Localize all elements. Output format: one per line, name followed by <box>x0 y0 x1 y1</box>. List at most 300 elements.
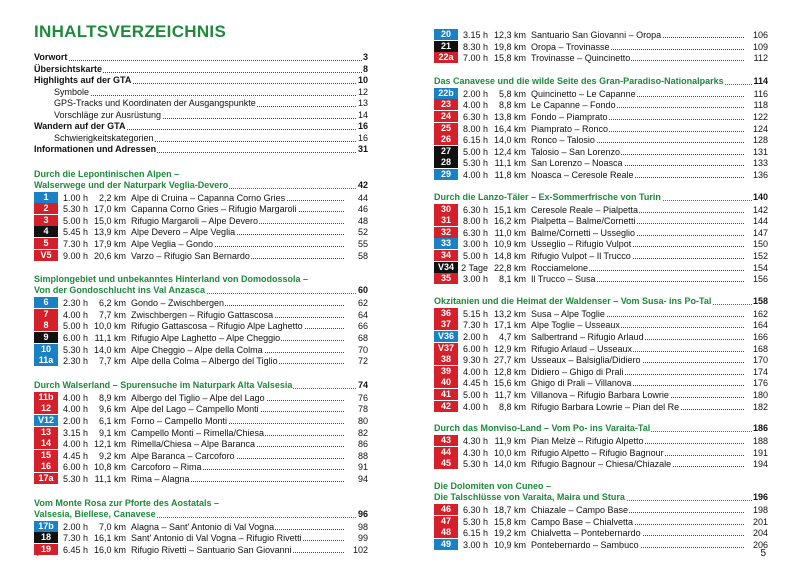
tour-distance: 11,0 km <box>494 227 526 238</box>
section-heading-line <box>34 380 368 391</box>
tour-page: 94 <box>357 473 368 484</box>
tour-route-text: Alpe Toglie – Usseaux <box>531 320 620 331</box>
tour-route <box>131 438 344 450</box>
toc-entry-label: Symbole <box>34 87 90 98</box>
tour-distance: 17,0 km <box>93 204 126 215</box>
tour-duration: 8.00 h <box>462 123 488 134</box>
tour-route-text: San Lorenzo – Noasca <box>531 158 623 169</box>
section-heading-text: Okzitanien und die Heimat der Waldenser – Vom Susa- ins Po-Tal <box>434 295 712 306</box>
tour-page: 116 <box>753 88 768 99</box>
tour-page: 144 <box>752 216 768 227</box>
tour-route <box>531 262 744 274</box>
tour-number-badge: 38 <box>434 354 458 365</box>
toc-entry-page: 12 <box>357 86 368 97</box>
right-page <box>400 0 800 570</box>
tour-route-text: Alpe di Cruina – Capanna Corno Gries <box>131 192 286 203</box>
tour-number-badge: 29 <box>434 169 458 180</box>
tour-row <box>434 516 768 528</box>
tour-number-badge: 10 <box>34 344 58 355</box>
tour-route <box>531 354 744 366</box>
tour-number-badge: 8 <box>34 320 58 331</box>
tour-route <box>131 427 344 439</box>
tour-row <box>434 29 768 41</box>
tour-route-text: Trovinasse – Quincinetto <box>531 53 631 64</box>
tour-duration: 8.30 h <box>462 41 488 52</box>
tour-row <box>434 273 768 285</box>
tour-page: 122 <box>752 112 768 122</box>
tour-duration: 7.30 h <box>62 533 88 544</box>
tour-page: 194 <box>752 459 768 470</box>
tour-distance: 15,1 km <box>493 204 526 215</box>
tour-duration: 4.45 h <box>62 450 88 461</box>
tour-route-text: Pian Melzè – Rifugio Alpetto <box>531 436 644 447</box>
tour-number-badge: 25 <box>434 123 458 134</box>
section-page: 114 <box>753 75 768 86</box>
tour-duration: 5.30 h <box>62 344 88 355</box>
tour-distance: 14,8 km <box>493 251 526 261</box>
tour-page: 72 <box>357 356 368 367</box>
tour-number-badge: 47 <box>434 516 458 527</box>
tour-row <box>434 238 768 250</box>
tour-duration: 5.00 h <box>62 215 88 226</box>
tour-row <box>434 389 768 401</box>
section-page: 96 <box>357 508 368 519</box>
tour-number-badge: 35 <box>434 273 458 284</box>
section-heading-line <box>434 492 768 503</box>
tour-route-text: Pontebernardo – Sambuco <box>531 539 639 550</box>
tour-route-text: Zwischbergen – Rifugio Gattascosa <box>131 309 274 320</box>
tour-duration: 5.00 h <box>462 251 488 261</box>
tour-distance: 2,2 km <box>98 192 126 203</box>
section-heading-line <box>34 285 368 296</box>
tour-row <box>434 527 768 539</box>
tour-duration: 8.00 h <box>462 216 488 227</box>
tour-route <box>531 250 744 262</box>
tour-duration: 6.00 h <box>62 462 88 473</box>
tour-number-badge: 44 <box>434 447 458 458</box>
tour-page: 68 <box>357 332 368 343</box>
tour-duration: 5.30 h <box>62 204 88 215</box>
tour-page: 91 <box>357 462 368 473</box>
tour-distance: 22,8 km <box>493 262 526 273</box>
tour-number-badge: V37 <box>434 343 458 354</box>
tour-distance: 7,0 km <box>98 521 126 532</box>
tour-row <box>34 226 368 238</box>
tour-row <box>34 355 368 367</box>
tour-row <box>434 134 768 146</box>
tour-row <box>434 504 768 516</box>
tour-route <box>531 227 744 239</box>
tour-page: 82 <box>357 427 368 438</box>
tour-row <box>34 192 368 204</box>
tour-distance: 7,7 km <box>98 356 126 367</box>
section-heading-text: Das Canavese und die wilde Seite des Gran-Paradiso-Nationalparks <box>434 75 724 86</box>
tour-page: 162 <box>752 308 768 319</box>
tour-route <box>531 111 744 123</box>
tour-number-badge: 16 <box>34 461 58 472</box>
tour-route <box>531 308 744 320</box>
tour-route <box>531 29 744 41</box>
tour-row <box>434 262 768 274</box>
tour-row <box>434 215 768 227</box>
tour-page: 180 <box>752 390 768 400</box>
tour-duration: 6.15 h <box>462 528 488 539</box>
tour-distance: 8,8 km <box>498 401 526 412</box>
tour-number-badge: 4 <box>34 226 58 237</box>
tour-route <box>131 309 344 321</box>
tour-route-text: Ghigo di Prali – Villanova <box>531 378 632 389</box>
tour-page: 206 <box>752 539 768 550</box>
tour-row <box>34 403 368 415</box>
tour-route <box>531 331 744 343</box>
section-heading-text: Durch Walserland – Spurensuche im Naturpark Alta Valsesia <box>34 379 293 390</box>
section-heading-line <box>434 296 768 307</box>
tour-route-text: Rimella/Chiesa – Alpe Baranca <box>131 439 256 450</box>
tour-duration: 4.45 h <box>462 378 488 389</box>
section-heading-line <box>434 481 768 492</box>
toc-entry-page: 16 <box>357 132 368 143</box>
tour-row <box>434 447 768 459</box>
tour-duration: 5.45 h <box>62 227 88 238</box>
tour-distance: 7,7 km <box>98 309 126 320</box>
tour-distance: 16,4 km <box>493 123 526 134</box>
tour-page: 102 <box>352 544 368 555</box>
tour-number-badge: 1 <box>34 192 58 203</box>
toc-entry-label: Highlights auf der GTA <box>34 75 132 85</box>
tour-row <box>34 532 368 544</box>
tour-duration: 4.00 h <box>462 366 488 377</box>
tour-duration: 4.00 h <box>462 170 488 180</box>
tour-row <box>434 227 768 239</box>
section-heading-line <box>34 169 368 180</box>
tour-distance: 13,2 km <box>493 308 526 319</box>
tour-duration: 3.00 h <box>462 274 488 285</box>
tour-distance: 16,0 km <box>93 544 126 555</box>
tour-duration: 4.00 h <box>62 404 88 415</box>
tour-page: 44 <box>357 192 368 203</box>
tour-number-badge: 20 <box>434 29 458 40</box>
toc-entry <box>34 121 368 132</box>
tour-distance: 13,9 km <box>93 227 126 238</box>
tour-duration: 5.00 h <box>62 321 88 332</box>
tour-duration: 4.30 h <box>462 447 488 458</box>
tour-duration: 6.30 h <box>462 227 488 238</box>
tour-page: 58 <box>357 250 368 261</box>
section-heading-line <box>34 180 368 191</box>
tour-duration: 4.00 h <box>62 309 88 320</box>
tour-number-badge: 43 <box>434 435 458 446</box>
tour-duration: 7.30 h <box>462 320 488 331</box>
tour-row <box>34 297 368 309</box>
tour-number-badge: 13 <box>34 427 58 438</box>
tour-distance: 5,8 km <box>498 88 526 99</box>
tour-page: 182 <box>752 401 768 412</box>
tour-page: 70 <box>357 344 368 355</box>
tour-route <box>131 320 344 332</box>
toc-entry-label: Vorschläge zur Ausrüstung <box>34 110 162 121</box>
tour-route-text: Villanova – Rifugio Barbara Lowrie <box>531 390 669 400</box>
tour-page: 46 <box>357 204 368 215</box>
tour-page: 164 <box>752 320 768 331</box>
tour-duration: 2.00 h <box>62 521 88 532</box>
tour-number-badge: 17b <box>34 521 58 532</box>
tour-page: 76 <box>357 392 368 403</box>
tour-route-text: Chialvetta – Pontebernardo <box>531 528 641 539</box>
tour-route <box>531 88 744 100</box>
tour-row <box>34 344 368 356</box>
tour-distance: 11,1 km <box>94 332 126 343</box>
tour-number-badge: 40 <box>434 377 458 388</box>
tour-route <box>131 203 344 215</box>
tour-duration: 4.00 h <box>62 392 88 403</box>
page-number-right: 5 <box>760 548 766 559</box>
tour-distance: 6,1 km <box>98 415 126 426</box>
toc-entry-page: 16 <box>357 121 368 131</box>
tour-route <box>131 403 344 415</box>
tour-duration: 4.00 h <box>462 100 488 111</box>
tour-number-badge: V12 <box>34 415 58 426</box>
tour-distance: 11,9 km <box>494 436 526 447</box>
tour-distance: 13,8 km <box>493 112 526 122</box>
tour-route-text: Gondo – Zwischbergen <box>131 298 225 309</box>
tour-duration: 4.00 h <box>62 439 88 450</box>
section-heading <box>34 498 368 520</box>
tour-distance: 12,3 km <box>493 30 526 40</box>
tour-route-text: Alpe del Lago – Campello Monti <box>131 404 259 415</box>
tour-row <box>434 354 768 366</box>
toc-entry-label: GPS-Tracks und Koordinaten der Ausgangspunkte <box>34 98 257 109</box>
toc-entry-label: Wandern auf der GTA <box>34 121 126 131</box>
toc-entry-label: Übersichtskarte <box>34 63 103 74</box>
tour-route <box>531 516 744 528</box>
tour-distance: 8,1 km <box>498 274 526 285</box>
tour-route-text: Rifugio Alpetto – Rifugio Bagnour <box>531 447 664 458</box>
tour-duration: 3.00 h <box>462 239 488 250</box>
tour-route <box>131 521 344 533</box>
tour-number-badge: V36 <box>434 331 458 342</box>
tour-distance: 10,8 km <box>93 462 126 473</box>
tour-distance: 15,8 km <box>493 516 526 527</box>
tour-route-text: Rifugio Gattascosa – Rifugio Alpe Laghetto <box>131 321 303 332</box>
tour-route-text: Rifugio Alpe Laghetto – Alpe Cheggio <box>131 332 281 343</box>
tour-distance: 27,7 km <box>493 355 526 366</box>
tour-number-badge: 42 <box>434 401 458 412</box>
tour-route <box>531 99 744 111</box>
tour-route-text: Balme/Cornetti – Usseglio <box>531 227 636 238</box>
tour-row <box>34 438 368 450</box>
section-heading <box>34 169 368 191</box>
tour-route-text: Salbertrand – Rifugio Arlaud <box>531 332 644 342</box>
tour-route-text: Campello Monti – Rimella/Chiesa <box>131 427 265 438</box>
tour-page: 66 <box>357 321 368 332</box>
tour-row <box>434 99 768 111</box>
tour-route-text: Alpe Baranca – Carcoforo <box>131 450 235 461</box>
tour-page: 88 <box>357 450 368 461</box>
tour-duration: 2.30 h <box>62 356 88 367</box>
toc-entry-page: 13 <box>357 98 368 108</box>
tour-row <box>34 238 368 250</box>
tour-distance: 15,0 km <box>93 215 126 226</box>
tour-distance: 8,8 km <box>498 100 526 111</box>
tour-distance: 16,1 km <box>93 533 126 544</box>
tour-page: 201 <box>752 516 768 527</box>
tour-number-badge: 22a <box>434 52 458 63</box>
tour-duration: 7.00 h <box>462 53 488 64</box>
tour-route-text: Ceresole Reale – Pialpetta <box>531 204 639 215</box>
tour-duration: 3.00 h <box>462 539 488 550</box>
tour-route <box>531 134 744 146</box>
tour-route <box>531 169 744 181</box>
tour-row <box>434 377 768 389</box>
tour-distance: 17,9 km <box>93 238 126 249</box>
tour-number-badge: 28 <box>434 157 458 168</box>
tour-route-text: Sant' Antonio di Val Vogna – Rifugio Rivetti <box>131 533 302 544</box>
tour-route-text: Alagna – Sant' Antonio di Val Vogna <box>131 521 275 532</box>
toc-entry <box>34 64 368 75</box>
tour-route <box>531 435 744 447</box>
tour-number-badge: 45 <box>434 458 458 469</box>
section-heading-text: Walserwege und der Naturpark Veglia-Devero <box>34 179 229 190</box>
tour-route-text: Rocciamelone <box>531 262 589 273</box>
tour-route-text: Capanna Corno Gries – Rifugio Margaroli <box>131 204 297 215</box>
tour-row <box>34 309 368 321</box>
section-heading-text: Durch das Monviso-Land – Vom Po- ins Varaita-Tal <box>434 423 651 434</box>
tour-distance: 11,1 km <box>494 158 526 169</box>
tour-number-badge: 33 <box>434 238 458 249</box>
tour-row <box>434 169 768 181</box>
tour-duration: 5.30 h <box>62 473 88 484</box>
tour-route <box>531 377 744 389</box>
tour-page: 191 <box>752 447 768 458</box>
tour-duration: 9.00 h <box>62 250 88 261</box>
tour-route-text: Piamprato – Ronco <box>531 123 609 134</box>
section-heading-text: Von der Gondoschlucht ins Val Anzasca <box>34 285 206 296</box>
tour-route-text: Rifugio Rivetti – Santuario San Giovanni <box>131 544 292 555</box>
tour-route-text: Rifugio Margaroli – Alpe Devero <box>131 215 259 226</box>
tour-distance: 9,6 km <box>98 404 126 415</box>
tour-page: 204 <box>752 528 768 539</box>
tour-number-badge: 24 <box>434 111 458 122</box>
tour-distance: 9,2 km <box>98 450 126 461</box>
tour-row <box>434 539 768 551</box>
tour-number-badge: 5 <box>34 238 58 249</box>
tour-row <box>34 203 368 215</box>
tour-route <box>531 389 744 401</box>
section-heading <box>434 192 768 203</box>
section-heading-text: Valsesia, Biellese, Canavese <box>34 508 156 519</box>
tour-number-badge: 18 <box>34 532 58 543</box>
tour-route <box>131 532 344 544</box>
tour-number-badge: 2 <box>34 203 58 214</box>
tour-page: 80 <box>357 415 368 426</box>
tour-route <box>131 215 344 227</box>
tour-number-badge: 11b <box>34 392 58 403</box>
tour-page: 188 <box>752 436 768 447</box>
tour-row <box>34 415 368 427</box>
tour-number-badge: 23 <box>434 99 458 110</box>
tour-route <box>131 544 344 556</box>
tour-route <box>531 238 744 250</box>
tour-number-badge: 22b <box>434 88 458 99</box>
tour-number-badge: V5 <box>34 250 58 261</box>
tour-row <box>34 544 368 556</box>
tour-route <box>131 344 344 356</box>
tour-route-text: Il Trucco – Susa <box>531 274 596 285</box>
tour-route <box>531 447 744 459</box>
tour-route <box>531 539 744 551</box>
tour-route-text: Alpe Cheggio – Alpe della Colma <box>131 344 263 355</box>
tour-page: 166 <box>752 332 768 342</box>
section-page: 60 <box>357 285 368 296</box>
section-heading-line <box>434 192 768 203</box>
section-heading-line <box>34 498 368 509</box>
tour-page: 62 <box>357 298 368 309</box>
tour-page: 109 <box>752 41 768 52</box>
section-heading-line <box>434 423 768 434</box>
tour-route-text: Rifugio Vulpot – Il Trucco <box>531 251 631 261</box>
tour-page: 118 <box>753 100 768 111</box>
tour-page: 154 <box>752 262 768 273</box>
tour-page: 98 <box>357 521 368 532</box>
tour-number-badge: 6 <box>34 297 58 308</box>
tour-route <box>531 215 744 227</box>
tour-distance: 6,2 km <box>98 298 126 309</box>
tour-route-text: Usseaux – Balsiglia/Didiero <box>531 355 641 366</box>
tour-row <box>434 88 768 100</box>
tour-route <box>131 238 344 250</box>
tour-row <box>434 111 768 123</box>
tour-number-badge: 11a <box>34 355 58 366</box>
tour-distance: 12,8 km <box>493 366 526 377</box>
section-page: 140 <box>752 191 768 202</box>
section-heading-text: Die Dolomiten von Cuneo – <box>434 481 552 491</box>
section-page: 74 <box>357 379 368 390</box>
tour-route-text: Chiazale – Campo Base <box>531 505 629 515</box>
tour-number-badge: 3 <box>34 215 58 226</box>
tour-duration: 2.00 h <box>462 332 488 342</box>
tour-row <box>434 146 768 158</box>
tour-page: 128 <box>752 135 768 146</box>
tour-number-badge: 9 <box>34 332 58 343</box>
section-heading-line <box>34 274 368 285</box>
tour-row <box>434 41 768 53</box>
section-heading-line <box>34 509 368 520</box>
tour-distance: 16,2 km <box>493 216 526 227</box>
tour-route <box>531 504 744 516</box>
tour-number-badge: 27 <box>434 146 458 157</box>
tour-route-text: Rifugio Barbara Lowrie – Pian del Re <box>531 401 680 412</box>
tour-distance: 14,0 km <box>493 459 526 470</box>
tour-duration: 2.30 h <box>62 298 88 309</box>
tour-duration: 2.00 h <box>62 415 88 426</box>
tour-route-text: Santuario San Giovanni – Oropa <box>531 30 662 40</box>
tour-route-text: Carcoforo – Rima <box>131 462 202 473</box>
tour-page: 176 <box>752 378 768 389</box>
tour-route <box>531 343 744 355</box>
tour-duration: 5.30 h <box>462 158 488 169</box>
tour-distance: 11,1 km <box>94 473 126 484</box>
tour-route <box>531 458 744 470</box>
toc-entry-label: Informationen und Adressen <box>34 144 157 154</box>
tour-route-text: Usseglio – Rifugio Vulpot <box>531 239 632 250</box>
tour-number-badge: 17a <box>34 473 58 484</box>
tour-route-text: Noasca – Ceresole Reale <box>531 170 634 180</box>
tour-page: 106 <box>752 30 768 40</box>
tour-distance: 12,1 km <box>93 439 126 450</box>
tour-row <box>434 204 768 216</box>
tour-row <box>34 461 368 473</box>
toc-entry-page: 31 <box>357 144 368 154</box>
